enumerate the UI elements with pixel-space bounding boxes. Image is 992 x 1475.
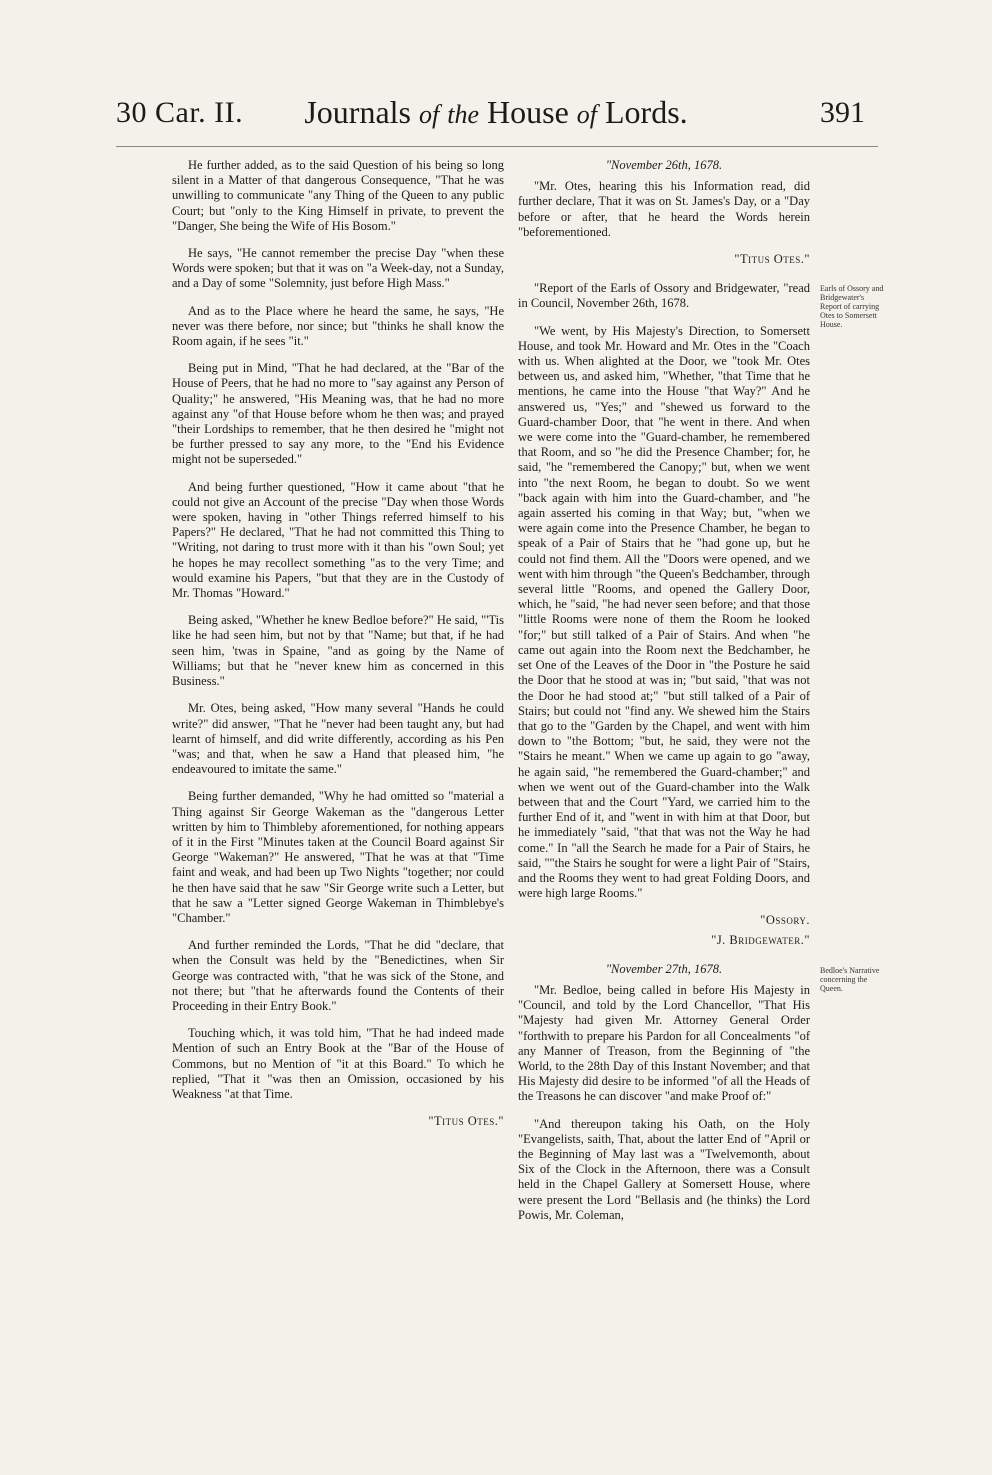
page-number: 391 [820, 96, 865, 129]
title-word: the [447, 100, 479, 129]
paragraph: And being further questioned, "How it came about "that he could not give an Account of the precise "Day when those Words were spoken, having in "other Things referred himself to his Papers?" He declared, "That he had not committed this Thing to "Writing, not daring to trust more with it than his "own Soul; yet he hopes he may recollect something "as to the very Time; and would examine his Papers, "but that they are in the Custody of Mr. Thomas "Howard." [172, 479, 504, 601]
paragraph: "We went, by His Majesty's Direction, to Somersett House, and took Mr. Howard and Mr. Otes in the "Coach with us. When alighted at the Door, we "took Mr. Otes between us, and asked him, "Whether, "that Time that he mentions, he came into the House "that Way?" And he answered us, "Yes;" and "shewed us forward to the Guard-chamber Door, that "he went in there. And when we were come into the "Guard-chamber, he remembered that Room, and so "he did the Presence Chamber; for, he said, "he "remembered the Canopy;" but, when we went into "the next Room, he began to doubt. So we went "back again with him into the Guard-chamber, and "he again asserted his coming in that Way; but, "when we were again come into the Presence Chamber, he began to speak of a Pair of Stairs that he "had gone up, but he could not find them. All the "Doors were opened, and we went with him through "the Queen's Bedchamber, through several little "Rooms, and opened the Gallery Door, which, he "said, "he had never seen before; and that those "little Rooms were none of them the Room he looked "for;" but still talked of a Pair of Stairs. And when "he came out again into the Room next the Bedchamber, he set One of the Leaves of the Door in "the Posture he said the Door that he stood at was in; "but said, "that was not the Door he had stood at;" "but still talked of a Pair of Stairs; but could not "find any. We shewed him the Stairs that go to the "Garden by the Chapel, and went with him down to "the Bottom; "but, he said, they were not the "Stairs he meant." When we came up again to go "away, he again said, "he remembered the Guard-chamber;" and when we went out of the Guard-chamber into the Walk between that and the Court "Yard, we carried him to the further End of it, and "went in with him at that Door, but he immediately "said, "that that was not the Way he had come." In "all the Search he made for a Pair of Stairs, he said, ""the Stairs he sought for were a light Pair of "Stairs, and the Rooms they went to had great Folding Doors, and were high large Rooms." [518, 323, 810, 901]
entry-date: "November 26th, 1678. [605, 158, 723, 172]
paragraph: "Report of the Earls of Ossory and Bridgewater, "read in Council, November 26th, 1678. [518, 281, 810, 311]
entry-date: "November 27th, 1678. [605, 961, 723, 976]
paragraph: "Mr. Bedloe, being called in before His Majesty in "Council, and told by the Lord Chancellor, "That His "Majesty had given Mr. Attorney General Order "forthwith to prepare his Pardon for all Concealments "of any Manner of Treason, from the Beginning of "the World, to the 28th Day of this Instant November; and that His Majesty did desire to be informed "of all the Heads of the Treasons he can discover "and make Proof of:" [518, 982, 810, 1104]
paragraph: Being asked, "Whether he knew Bedloe before?" He said, "'Tis like he had seen him, but not by that "Name; but that, if he had seen him, 'twas in Spaine, "and as going by the Name of Williams; but that he "never knew him as concerned in this Business." [172, 613, 504, 689]
paragraph: "Mr. Otes, hearing this his Information read, did further declare, That it was on St. James's Day, or a "Day before or after, that he heard the Words herein "beforementioned. [518, 179, 810, 239]
paragraph: Touching which, it was told him, "That he had indeed made Mention of such an Entry Book at the "Bar of the House of Commons, but no Mention of "it at this Board." To which he replied, "That it "was then an Omission, occasioned by his Weakness "at that Time. [172, 1026, 504, 1101]
signature: "Titus Otes." [734, 252, 810, 267]
paragraph: He further added, as to the said Question of his being so long silent in a Matter of that dangerous Consequence, "That he was unwilling to communicate "any Thing of the Queen to any public Court; but "only to the King Himself in private, to prevent the "Danger, She being the Wife of His Bosom." [172, 158, 504, 233]
paragraph: "And thereupon taking his Oath, on the Holy "Evangelists, saith, That, about the latter End of "April or the Beginning of May last was a "Twelvemonth, about Six of the Clock in the Afternoon, there was a Consult held in the Chapel Gallery at Somersett House, where were present the Lord "Bellasis and (he thinks) the Lord Powis, Mr. Coleman, [518, 1116, 810, 1222]
paragraph: Mr. Otes, being asked, "How many several "Hands he could write?" did answer, "That he "never had been taught any, but had learnt of himself, and did write differently, according as his Pen "was; and that, when he saw a Hand that pleased him, "he endeavoured to imitate the same." [172, 701, 504, 777]
page-header [0, 92, 992, 140]
paragraph: He says, "He cannot remember the precise Day "when these Words were spoken; but that it was on "a Week-day, not a Sunday, and a Day of some "Solemnity, just before High Mass." [172, 246, 504, 291]
title-word: of [576, 100, 597, 129]
title-word: of [419, 100, 440, 129]
margin-note: Bedloe's Narrative concerning the Queen. [820, 966, 880, 993]
folio-regnal-year: 30 Car. II. [116, 96, 244, 129]
paragraph: And as to the Place where he heard the same, he says, "He never was there before, nor since; but "thinks he shall know the Room again, if he sees "it." [172, 303, 504, 349]
paragraph: Being further demanded, "Why he had omitted so "material a Thing against Sir George Wakeman as the "dangerous Letter written by him to Thimbleby aforementioned, for nothing appears of it in the First "Minutes taken at the Council Board against Sir George "Wakeman?" He answered, "That he was at that "Time faint and weak, and had been up Two Nights "together; nor could he then have said that he saw "Sir George write such a Letter, but that he saw a "Letter signed George Wakeman in Thimblebye's "Chamber." [172, 789, 504, 925]
paragraph: And further reminded the Lords, "That he did "declare, that when the Consult was held by the "Benedictines, when Sir George was contracted with, "that he was sick of the Stone, and not there; but "that he afterwards found the Contents of their Proceeding in their Entry Book." [172, 938, 504, 1013]
signature: "J. Bridgewater." [711, 932, 810, 947]
title-word: House [487, 94, 569, 130]
title-word: Lords. [605, 94, 688, 130]
paragraph: Being put in Mind, "That he had declared, at the "Bar of the House of Peers, that he had no more to "say against any Person of Quality;" he answered, "His Meaning was, that he had no more against any "of that House before whom he then was; and prayed "their Lordships to remember, that he then desired he "might not be further pressed to say any more, to the "End his Evidence might not be superseded." [172, 361, 504, 467]
title-word: Journals [304, 94, 411, 130]
margin-note: Earls of Ossory and Bridgewater's Report of carrying Otes to Somersett House. [820, 284, 884, 329]
left-column [172, 158, 504, 1143]
signature: "Titus Otes." [428, 1114, 504, 1129]
signature: "Ossory. [760, 913, 810, 928]
right-column [518, 158, 810, 1235]
header-rule [116, 146, 878, 147]
